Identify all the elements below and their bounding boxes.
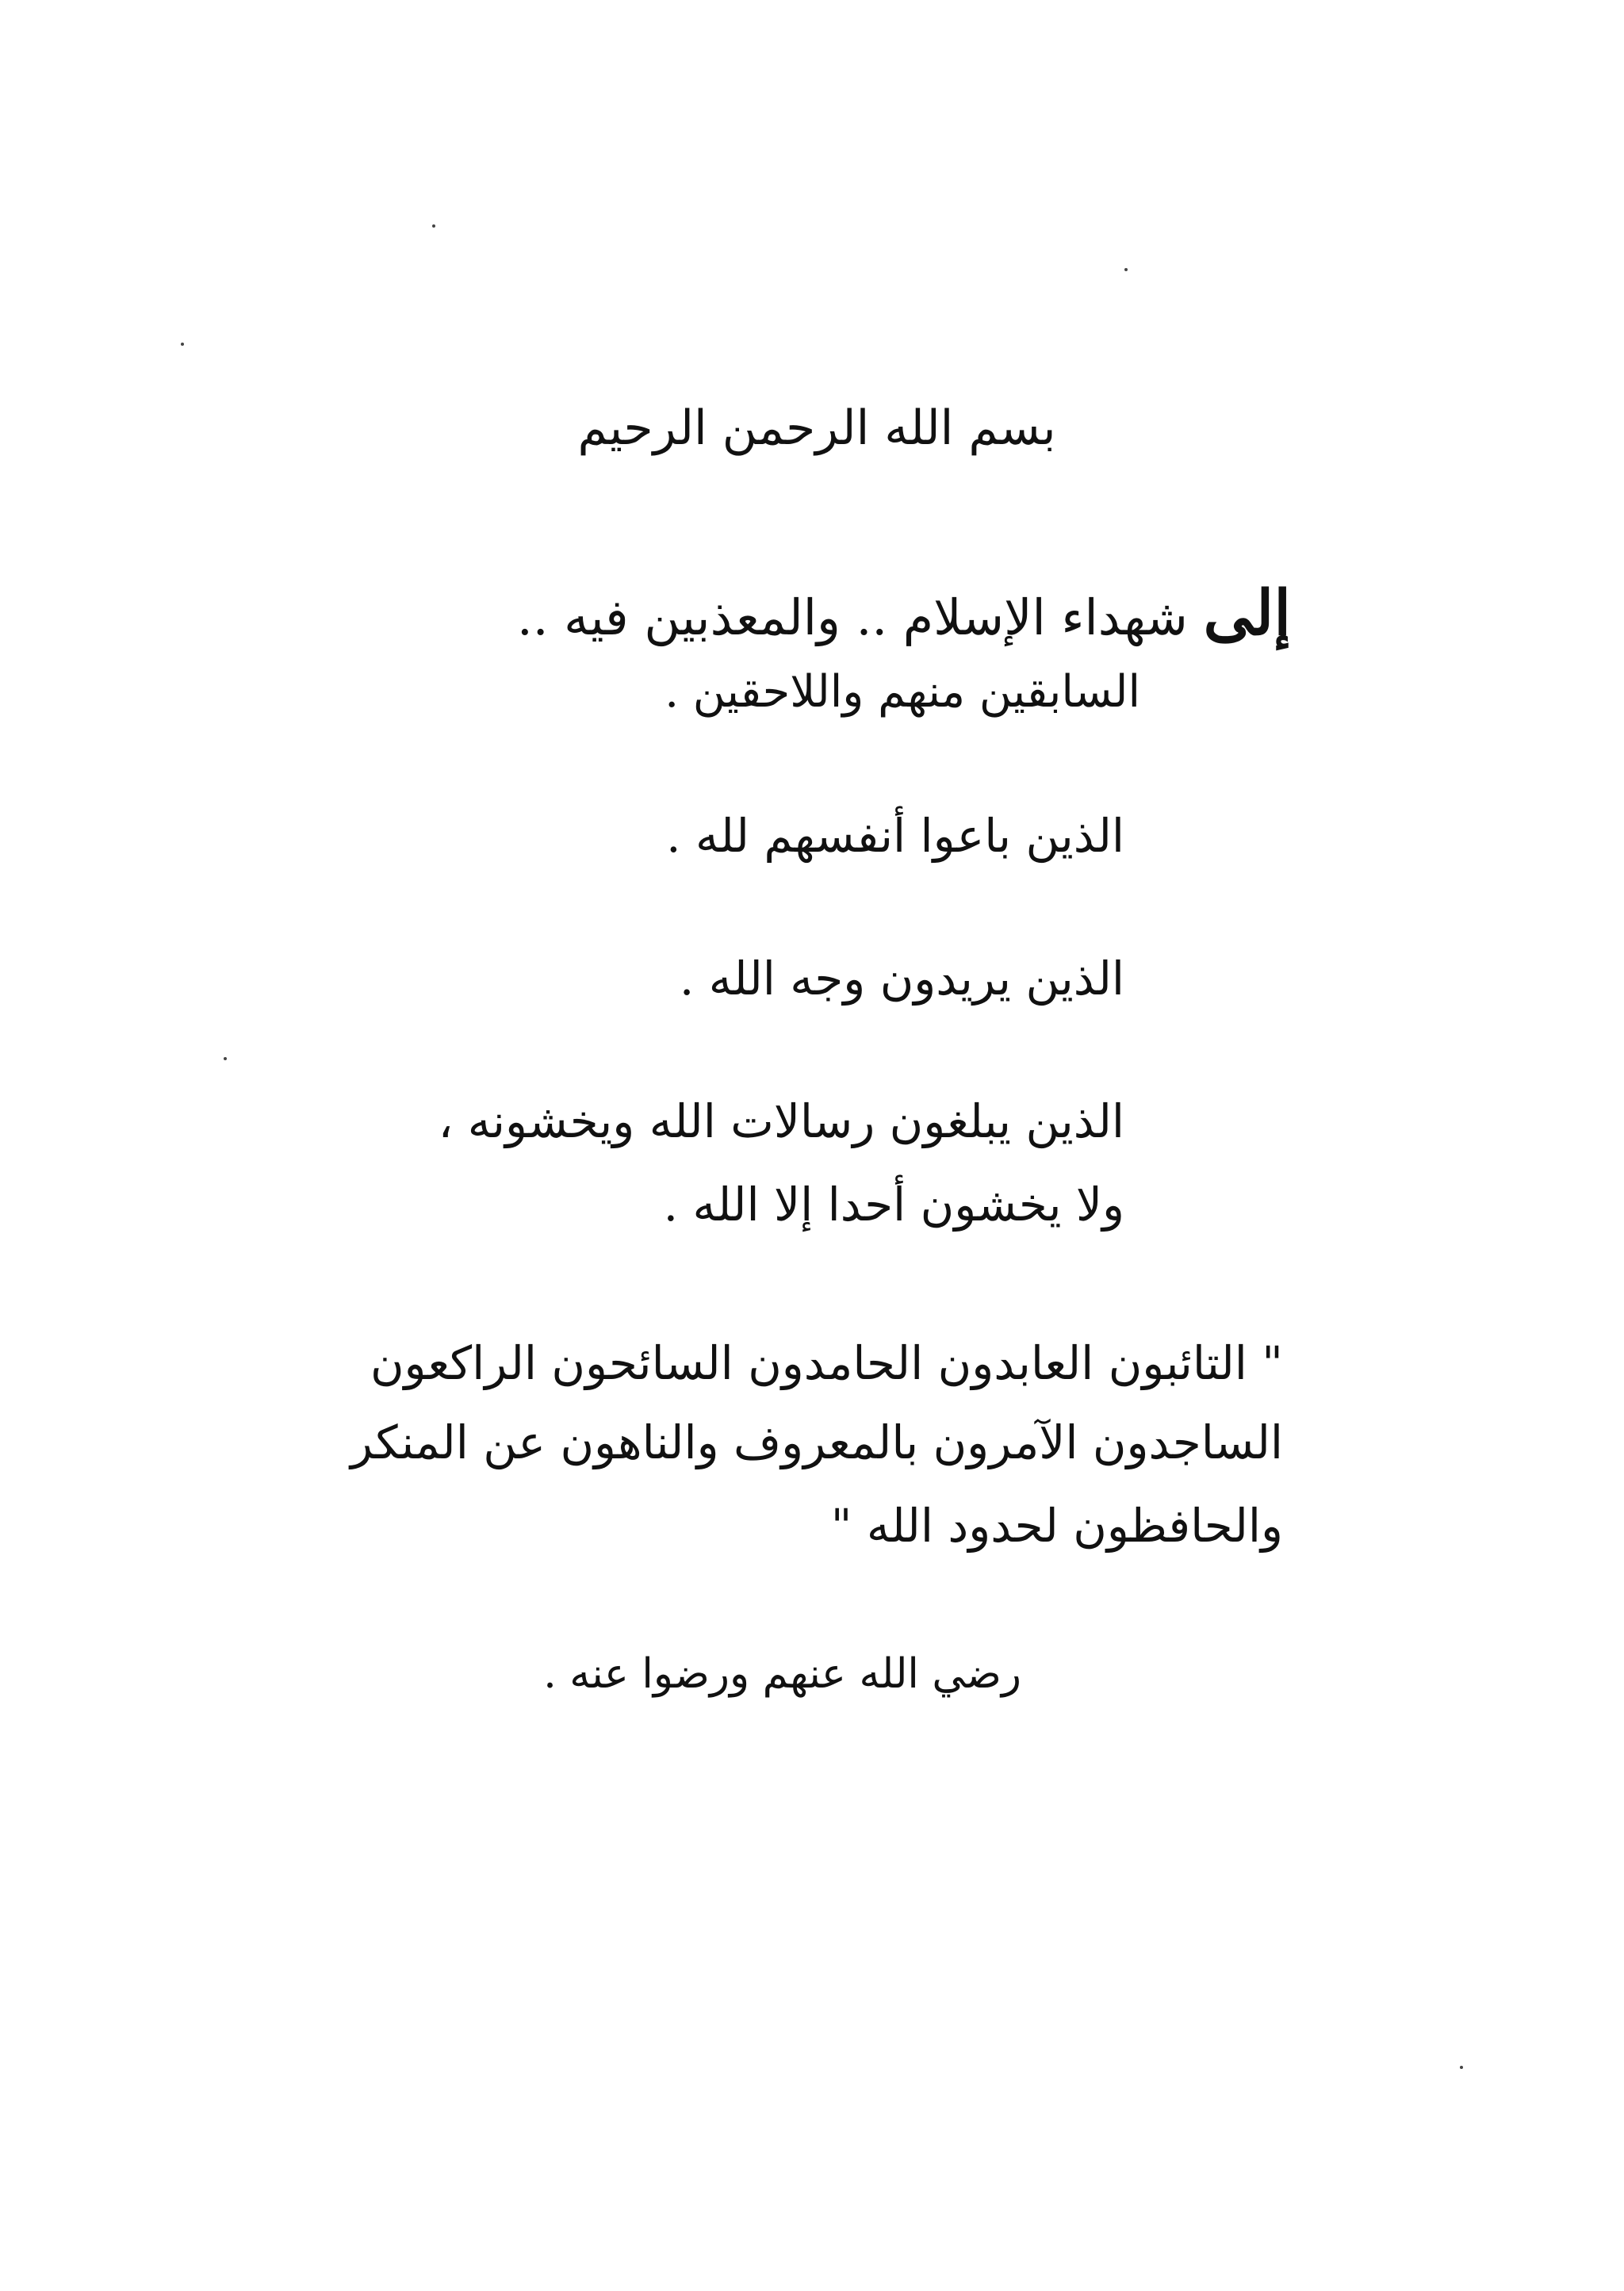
basmala: بسم الله الرحمن الرحيم	[577, 400, 1056, 456]
quran-quote-line: " التائبون العابدون الحامدون السائحون الراكعون	[370, 1336, 1283, 1390]
quran-quote-line: والحافظون لحدود الله "	[830, 1499, 1283, 1553]
scan-speck	[1460, 2066, 1463, 2069]
dedication-line-1-text: شهداء الإسلام .. والمعذبين فيه ..	[516, 588, 1188, 646]
verse-line: ولا يخشون أحدا إلا الله .	[663, 1178, 1124, 1232]
scan-speck	[224, 1057, 227, 1060]
scan-speck	[181, 343, 184, 346]
scan-speck	[432, 224, 435, 228]
dedication-line-2: السابقين منهم واللاحقين .	[665, 666, 1140, 718]
closing-line: رضي الله عنهم ورضوا عنه .	[543, 1650, 1021, 1698]
verse-line: الذين يريدون وجه الله .	[679, 952, 1124, 1006]
dedication-line-1	[516, 577, 1291, 649]
quran-quote-line: الساجدون الآمرون بالمعروف والناهون عن المنكر	[350, 1416, 1283, 1469]
dedication-lead: إلى	[1203, 577, 1291, 649]
scan-speck	[1124, 268, 1128, 271]
verse-line: الذين باعوا أنفسهم لله .	[666, 809, 1124, 863]
verse-line: الذين يبلغون رسالات الله ويخشونه ،	[438, 1094, 1124, 1148]
